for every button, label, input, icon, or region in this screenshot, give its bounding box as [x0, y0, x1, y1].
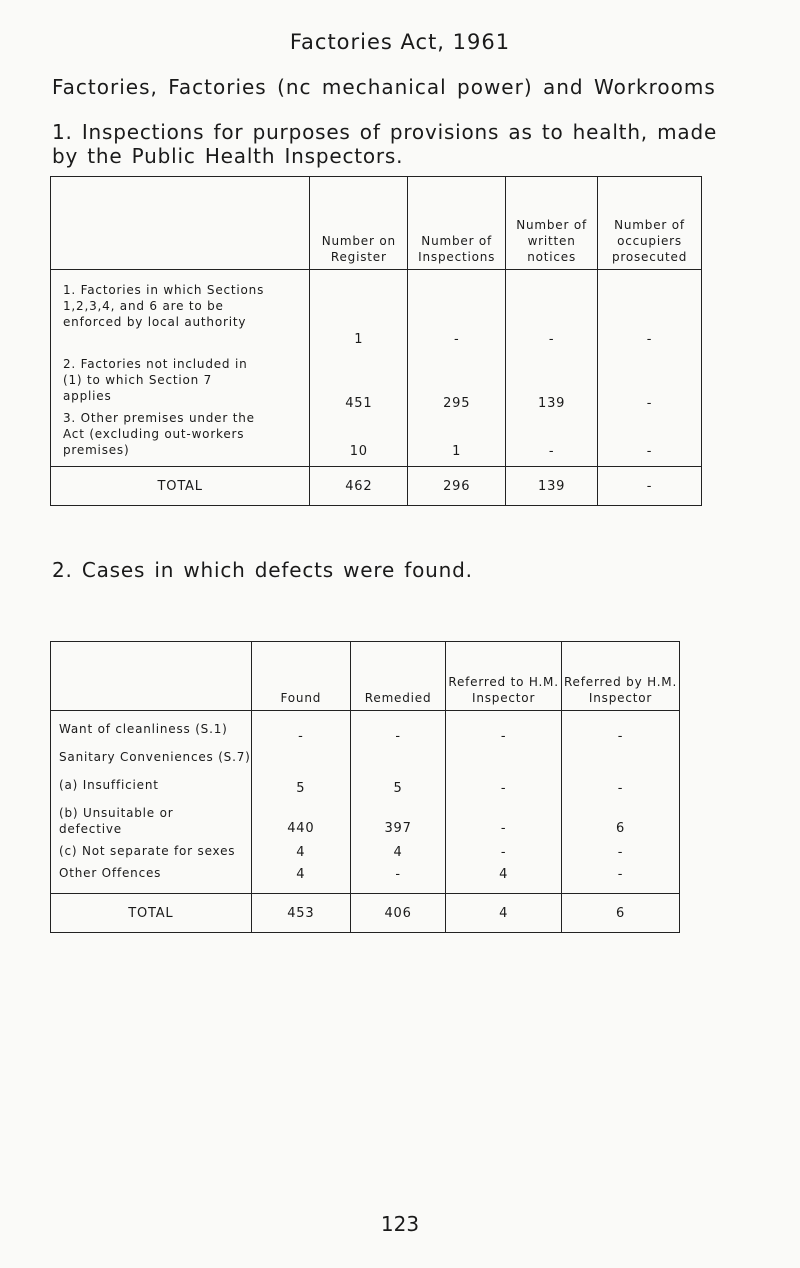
col-found	[251, 711, 350, 894]
col-referred-to	[446, 711, 562, 894]
section-1-heading: 1. Inspections for purposes of provisions as to health, made by the Public Health Inspectors.	[52, 120, 718, 168]
total-label: TOTAL	[51, 894, 252, 933]
section-2-heading: 2. Cases in which defects were found.	[52, 558, 473, 582]
header-number-on-register: Number on Register	[310, 177, 408, 270]
cell-value: 139	[538, 396, 566, 411]
cell-value: 10	[349, 444, 368, 459]
cell-value: -	[453, 332, 460, 347]
cell-value: 5	[296, 781, 306, 796]
header-occupiers-prosecuted: Number of occupiers prosecuted	[598, 177, 702, 270]
col-inspections	[408, 270, 506, 467]
cell-value: 4	[296, 845, 306, 860]
row-label: (b) Unsuitable or defective	[59, 806, 174, 836]
header-referred-to: Referred to H.M. Inspector	[446, 642, 562, 711]
cell-value: -	[617, 867, 624, 882]
page-number: 123	[380, 1212, 420, 1236]
total-referred-by: 6	[562, 894, 680, 933]
cell-value: 451	[345, 396, 373, 411]
cell-value: 4	[499, 867, 509, 882]
document-title: Factories Act, 1961	[289, 30, 511, 54]
col-referred-by	[562, 711, 680, 894]
cell-value: 295	[443, 396, 471, 411]
col-prosecuted	[598, 270, 702, 467]
cell-value: -	[646, 444, 653, 459]
col-notices	[506, 270, 598, 467]
total-notices: 139	[506, 467, 598, 506]
header-referred-by: Referred by H.M. Inspector	[562, 642, 680, 711]
total-register: 462	[310, 467, 408, 506]
defects-table	[50, 641, 680, 933]
row-label-1: 1. Factories in which Sections 1,2,3,4, and 6 are to be enforced by local authority	[63, 283, 265, 329]
cell-value: -	[617, 729, 624, 744]
cell-value: 4	[296, 867, 306, 882]
total-referred-to: 4	[446, 894, 562, 933]
cell-value: -	[500, 845, 507, 860]
row-label: (a) Insufficient	[59, 778, 159, 792]
cell-value: 6	[615, 821, 626, 836]
cell-value: -	[617, 845, 624, 860]
cell-value: 397	[384, 821, 412, 836]
row-label: Want of cleanliness (S.1)	[59, 722, 228, 736]
cell-value: 5	[393, 781, 403, 796]
header-blank	[51, 177, 310, 270]
row-label: Other Offences	[59, 866, 162, 880]
cell-value: -	[500, 729, 507, 744]
document-subtitle: Factories, Factories (nc mechanical power) and Workrooms	[52, 75, 716, 99]
inspections-table	[50, 176, 702, 506]
cell-value: -	[646, 396, 653, 411]
row-label: Sanitary Conveniences (S.7)	[59, 750, 251, 764]
header-written-notices: Number of written notices	[506, 177, 598, 270]
header-found: Found	[251, 642, 350, 711]
total-inspections: 296	[408, 467, 506, 506]
row-label-2: 2. Factories not included in (1) to which Section 7 applies	[63, 357, 248, 403]
cell-value: -	[646, 332, 653, 347]
cell-value: -	[500, 781, 507, 796]
cell-value: -	[548, 444, 555, 459]
cell-value: 1	[354, 332, 364, 347]
row-labels	[51, 270, 310, 467]
row-label-3: 3. Other premises under the Act (excluding out-workers premises)	[63, 411, 255, 457]
row-label: (c) Not separate for sexes	[59, 844, 236, 858]
total-prosecuted: -	[598, 467, 702, 506]
row-labels	[51, 711, 252, 894]
cell-value: 4	[393, 845, 403, 860]
total-found: 453	[251, 894, 350, 933]
cell-value: -	[395, 867, 401, 882]
cell-value: -	[298, 729, 304, 744]
cell-value: -	[395, 729, 401, 744]
cell-value: -	[500, 821, 507, 836]
cell-value: -	[617, 781, 624, 796]
total-label: TOTAL	[51, 467, 310, 506]
cell-value: 1	[452, 444, 462, 459]
col-remedied	[351, 711, 446, 894]
col-register	[310, 270, 408, 467]
cell-value: -	[548, 332, 555, 347]
header-remedied: Remedied	[351, 642, 446, 711]
header-number-of-inspections: Number of Inspections	[408, 177, 506, 270]
cell-value: 440	[287, 821, 315, 836]
total-remedied: 406	[351, 894, 446, 933]
header-blank	[51, 642, 252, 711]
